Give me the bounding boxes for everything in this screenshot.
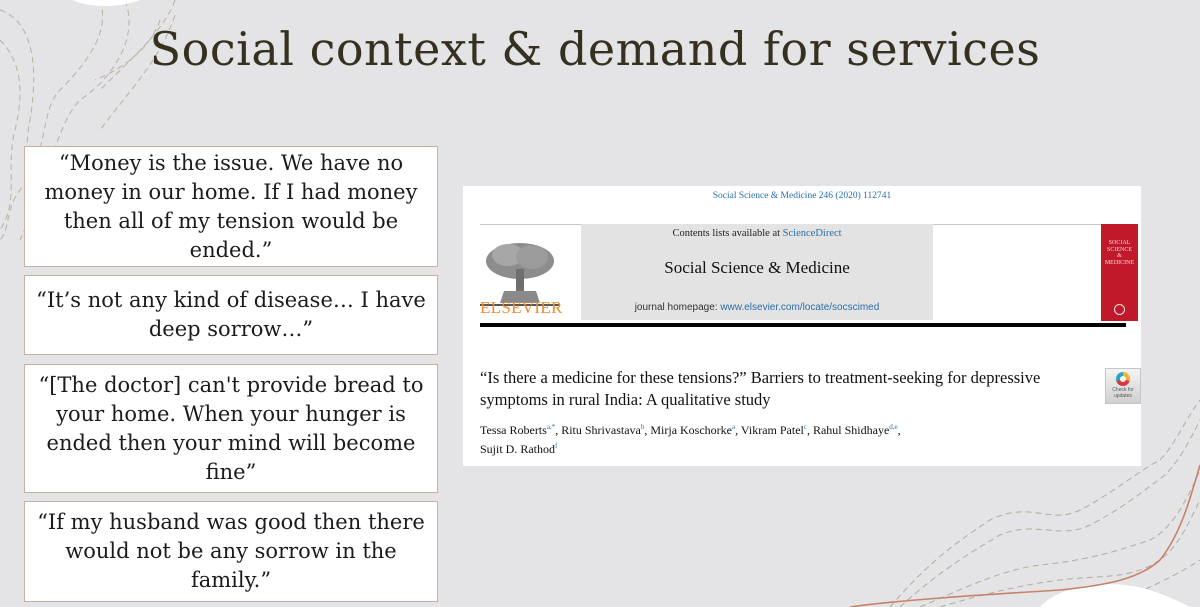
author: Tessa Roberts$^{a,*}$ — [480, 423, 556, 437]
slide-title: Social context & demand for services — [149, 22, 1041, 76]
contents-line: Contents lists available at ScienceDirect — [672, 228, 842, 239]
author-list: Tessa Roberts$^{a,*}$, Ritu Shrivastava$^b$, Mirja Koschorke$^a$, Vikram Patel$^c$, Rahul Shidhaye$^{d,e}$, Sujit D. Rathod$^f$ — [480, 423, 901, 456]
journal-banner — [581, 224, 933, 320]
quote-text: “It’s not any kind of disease… I have deep sorrow…” — [36, 288, 426, 341]
journal-cover: SOCIAL SCIENCE & MEDICINE — [1101, 224, 1138, 321]
quote-text: “Money is the issue. We have no money in our home. If I had money then all of my tension would be ended.” — [44, 150, 418, 262]
journal-homepage: journal homepage: www.elsevier.com/locate/socscimed — [634, 302, 880, 313]
check-for-updates-icon — [1116, 372, 1130, 386]
author: Vikram Patel$^c$ — [740, 423, 807, 437]
journal-name: Social Science & Medicine — [664, 258, 850, 277]
sciencedirect-link[interactable]: ScienceDirect — [782, 228, 842, 239]
author: Rahul Shidhaye$^{d,e}$ — [812, 423, 898, 437]
journal-citation: Social Science & Medicine 246 (2020) 112741 — [712, 191, 892, 201]
elsevier-wordmark: ELSEVIER — [480, 298, 563, 317]
check-for-updates-badge[interactable]: Check for updates — [1105, 368, 1141, 404]
author: Mirja Koschorke$^a$ — [650, 423, 736, 437]
quote-box — [24, 275, 438, 355]
journal-homepage-link[interactable]: www.elsevier.com/locate/socscimed — [720, 302, 880, 313]
cover-seal-icon — [1114, 304, 1125, 315]
thick-divider — [480, 323, 1126, 327]
author: Sujit D. Rathod$^f$ — [480, 442, 558, 456]
author: Ritu Shrivastava$^b$ — [561, 423, 645, 437]
quote-box — [24, 501, 438, 602]
paper-header-image — [463, 186, 1141, 466]
quote-box — [24, 364, 438, 493]
paper-title: “Is there a medicine for these tensions?” Barriers to treatment-seeking for depressive symptoms in rural India: A qualitative study — [480, 368, 1041, 409]
quote-text: “If my husband was good then there would not be any sorrow in the family.” — [37, 510, 425, 592]
quote-box — [24, 146, 438, 267]
quote-text: “[The doctor] can't provide bread to your home. When your hunger is ended then your mind will become fine” — [38, 372, 424, 484]
